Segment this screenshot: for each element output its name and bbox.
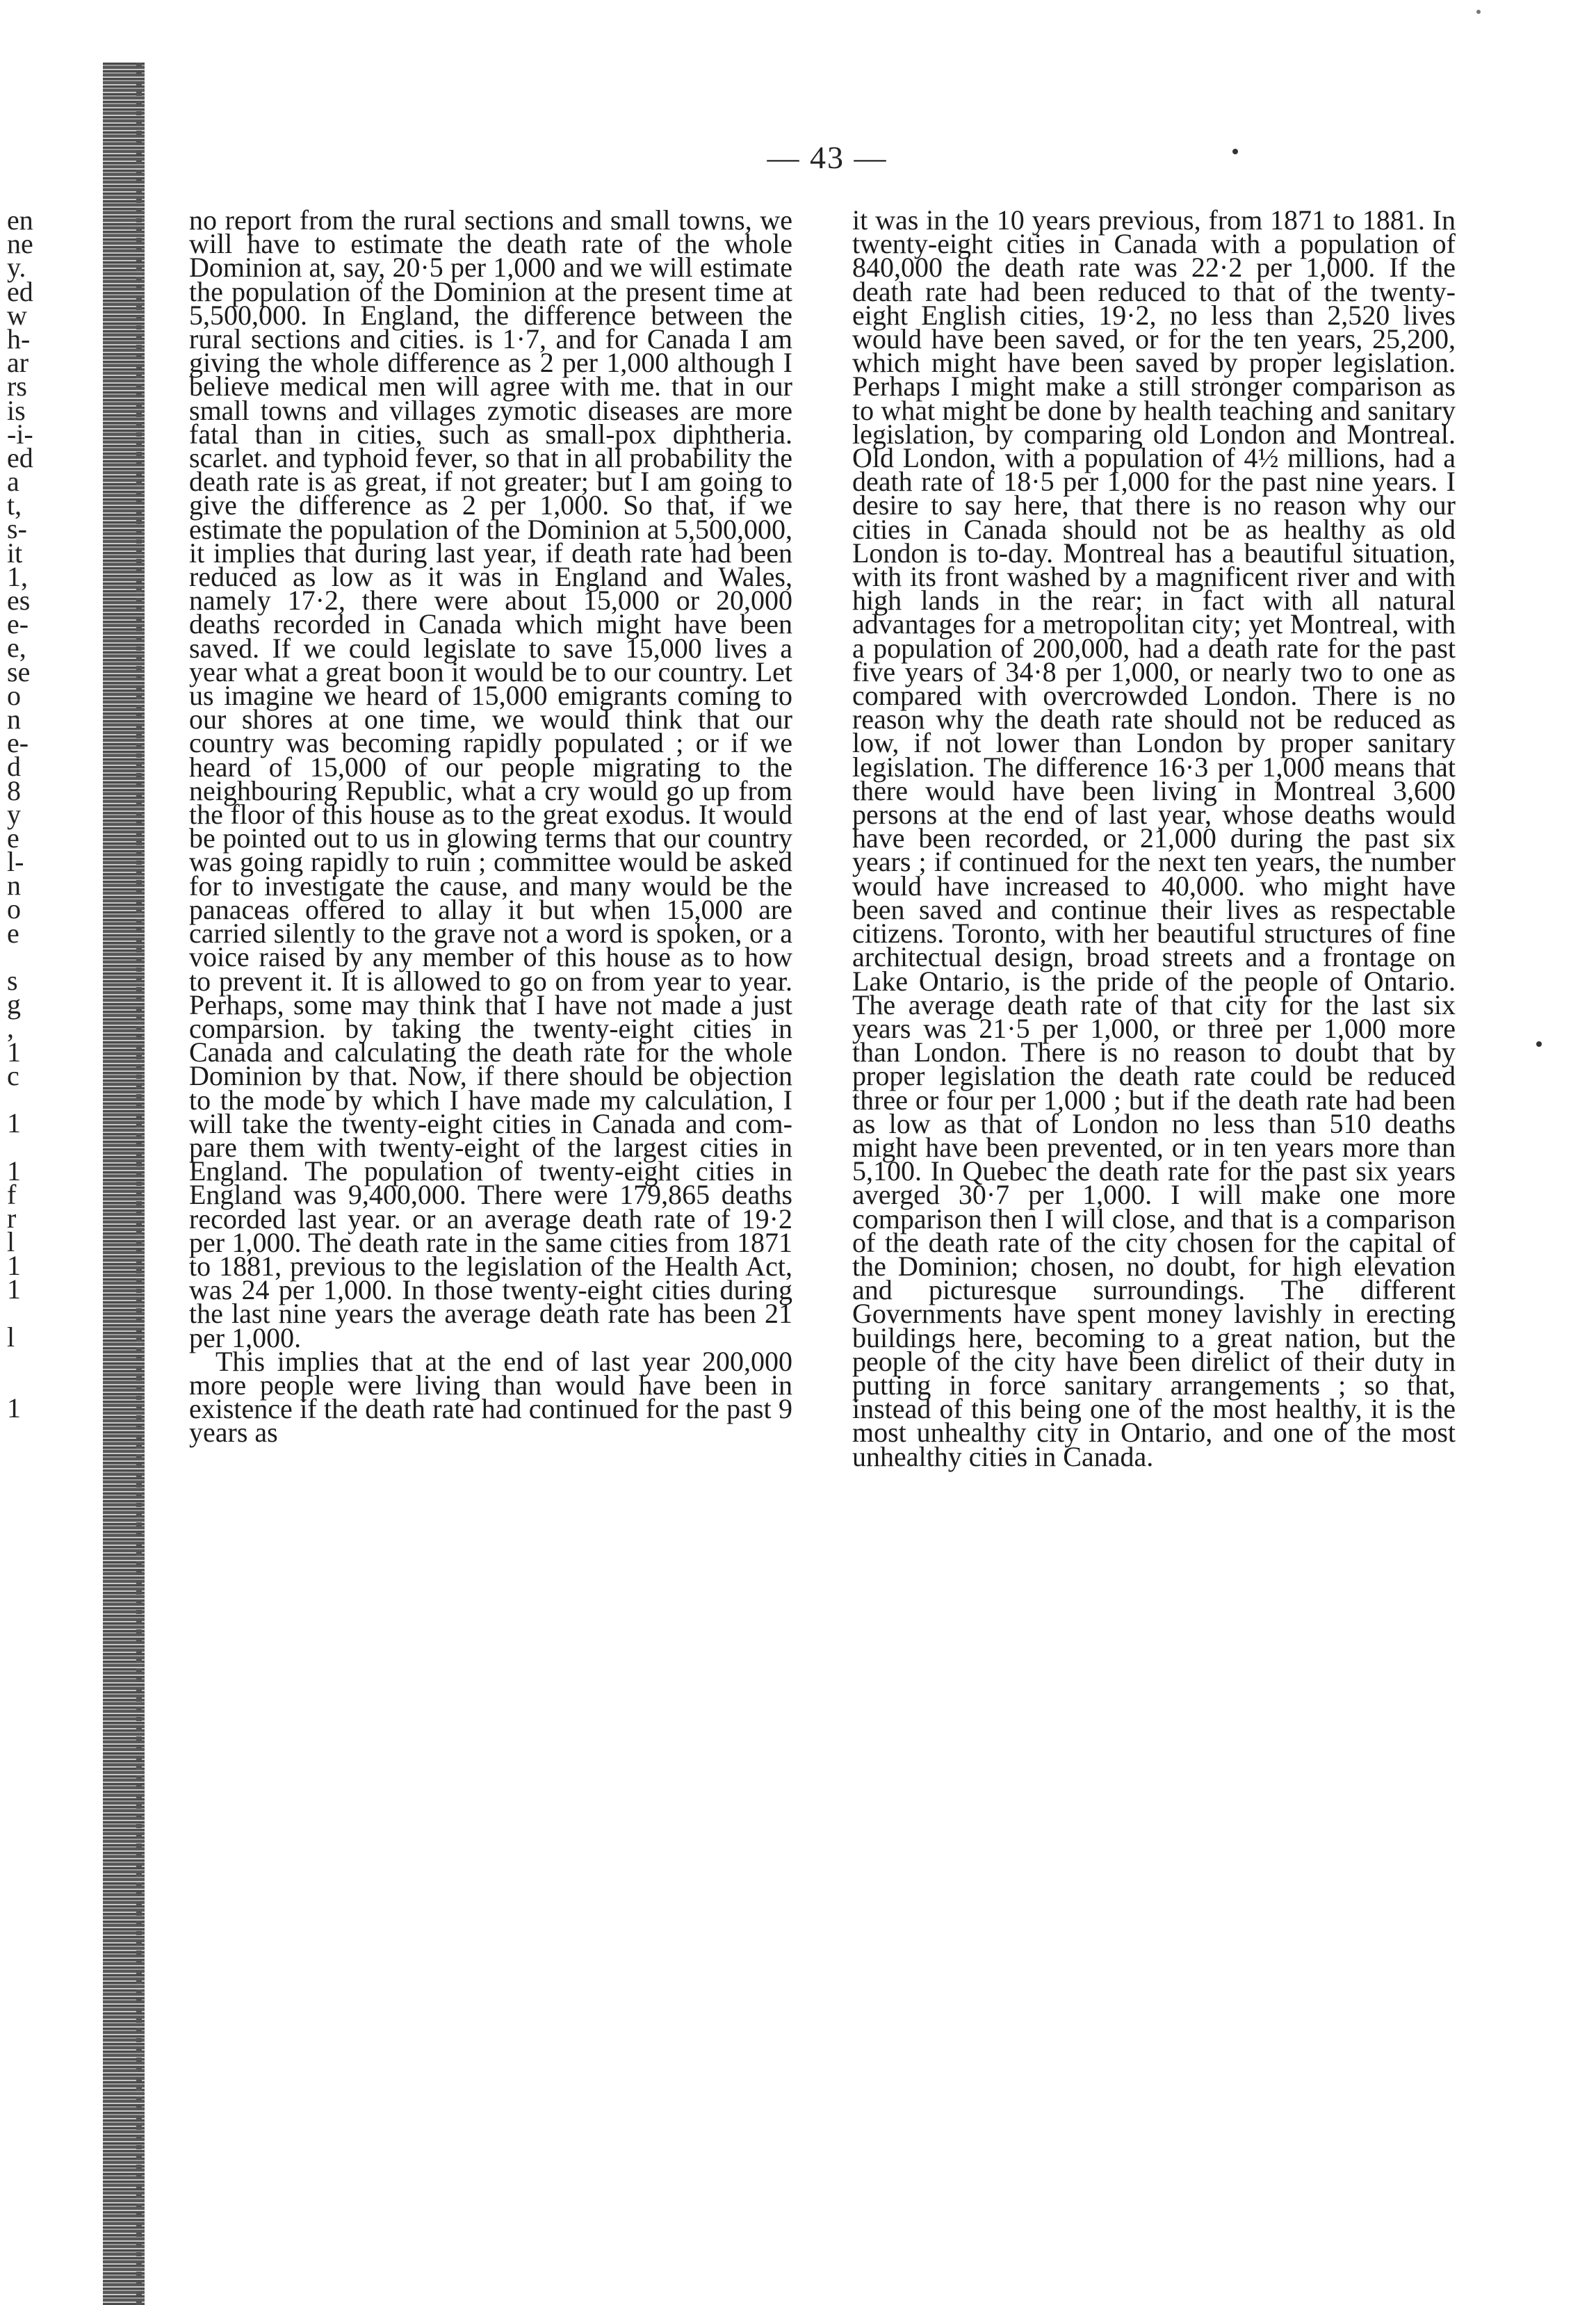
paragraph: This implies that at the end of last year 200,000 more people were living than would have been in existence if the death rate had continued for the past 9 years as [189,1345,792,1449]
margin-fragment: f [7,1178,17,1210]
scan-speck [1476,10,1481,14]
margin-fragment: h- [7,323,31,355]
margin-fragment: s [7,965,18,996]
margin-fragment: l [7,1321,15,1353]
margin-fragment: o [7,893,21,925]
margin-fragment: ne [7,228,33,260]
margin-fragment: 8 [7,774,21,806]
margin-fragment: e- [7,727,29,759]
margin-fragment: y. [7,252,26,284]
margin-fragment: en [7,204,33,236]
margin-fragment: o [7,679,21,711]
margin-fragment: t, [7,489,22,521]
ink-dot [1536,1041,1542,1047]
margin-fragment: y [7,798,21,830]
margin-fragment: 1 [7,1392,21,1424]
margin-fragment: 1 [7,1250,21,1282]
margin-fragment: 1 [7,1155,21,1187]
margin-fragment [7,1349,70,1373]
margin-fragment: n [7,703,21,735]
margin-fragment: is [7,394,26,426]
margin-fragment: 1, [7,560,28,592]
binding-shadow [136,63,142,2305]
margin-fragment: g [7,988,21,1020]
margin-fragment: se [7,655,31,687]
margin-fragment: 1 [7,1273,21,1305]
left-text-column [189,209,792,2224]
margin-fragment: rs [7,370,27,402]
margin-fragment: -i- [7,418,33,450]
margin-fragment: 1 [7,1107,21,1139]
margin-fragment: l- [7,846,24,878]
margin-fragment: c [7,1059,19,1091]
margin-fragment: , [7,1012,14,1044]
ink-dot [1232,149,1238,154]
margin-fragment: es [7,585,31,616]
margin-fragment: a [7,466,19,498]
margin-fragment: l [7,1226,15,1258]
paragraph: it was in the 10 years previous, from 1871 to 1881. In twenty-eight cities in Canada with a population of 840,000 the death rate was 22·2 per 1,000. If the death rate had been reduced to that of the twenty-eight English cities, 19·2, no less than 2,520 lives would have been saved, or for the ten years, 25,200, which might have been saved by proper legislation. Perhaps I might make a still stronger comparison as to what might be done by health teaching and sanitary legislation, by comparing old London and Montreal. Old London, with a population of 4½ millions, had a death rate of 18·5 per 1,000 for the past nine years. I desire to say here, that there is no reason why our cities in Canada should not be as healthy as old London is to-day. Montreal has a beautiful situation, with its front washed by a magnificent river and with high lands in the rear; in fact with all natural advantages for a metropolitan city; yet Montreal, with a population of 200,000, had a death rate for the past five years of 34·8 per 1,000, or nearly two to one as compared with overcrowded London. There is no reason why the death rate should not be reduced as low, if not lower than London by proper sanitary legislation. The difference 16·3 per 1,000 means that there would have been living in Montreal 3,600 persons at the end of last year, whose deaths would have been recorded, or 21,000 during the past six years ; if continued for the next ten years, the number would have increased to 40,000. who might have been saved and continue their lives as respectable citizens. Toronto, with her beautiful structures of fine architectual design, broad streets and a frontage on Lake Ontario, is the pride of the people of Ontario. The average death rate of that city for the last six years was 21·5 per 1,000, or three per 1,000 more than London. There is no reason to doubt that by proper legislation the death rate could be reduced three or four per 1,000 ; but if the death rate had been as low as that of London no less than 510 deaths might have been prevented, or in ten years more than 5,100. In Quebec the death rate for the past six years averged 30·7 per 1,000. I will make one more comparison then I will close, and that is a comparison of the death rate of the city chosen for the capital of the Dominion; chosen, no doubt, for high elevation and picturesque surroundings. The different Governments have spent money lavishly in erecting buildings here, becoming to a great nation, but the people of the city have been direlict of their duty in putting in force sanitary arrangements ; so that, instead of this being one of the most healthy, it is the most unhealthy city in Ontario, and one of the most unhealthy cities in Canada. [852,209,1456,1472]
page-number: — 43 — [767,140,888,175]
margin-fragment: e [7,822,19,854]
margin-fragment: ar [7,347,29,379]
margin-fragment: ed [7,441,33,473]
facing-page-margin-fragments [7,204,70,2085]
margin-fragment: n [7,870,21,902]
margin-fragment: s- [7,513,27,545]
margin-fragment: e, [7,632,26,664]
margin-fragment: e [7,917,19,949]
margin-fragment: r [7,1202,17,1234]
margin-fragment: d [7,751,21,783]
margin-fragment: w [7,299,27,331]
right-text-column [852,209,1456,2224]
margin-fragment: it [7,537,23,569]
paragraph: no report from the rural sections and small towns, we will have to estimate the death rate of the whole Dominion at, say, 20·5 per 1,000 and we will estimate the population of the Dominion at the present time at 5,500,000. In England, the difference between the rural sections and cities. is 1·7, and for Canada I am giving the whole difference as 2 per 1,000 although I believe medical men will agree with me. that in our small towns and villages zymotic diseases are more fatal than in cities, such as small-pox diphtheria. scarlet. and typhoid fever, so that in all probability the death rate is as great, if not greater; but I am going to give the difference as 2 per 1,000. So that, if we estimate the population of the Dominion at 5,500,000, it implies that during last year, if death rate had been reduced as low as it was in England and Wales, namely 17·2, there were about 15,000 or 20,000 deaths recorded in Canada which might have been saved. If we could legislate to save 15,000 lives a year what a great boon it would be to our country. Let us imagine we heard of 15,000 emigrants coming to our shores at one time, we would think that our country was becoming rapidly populated ; or if we heard of 15,000 of our people migrating to the neighbouring Republic, what a cry would go up from the floor of this house as to the great exodus. It would be pointed out to us in glowing terms that our country was going rapidly to ruin ; committee would be asked for to investigate the cause, and many would be the panaceas offered to allay it but when 15,000 are carried silently to the grave not a word is spoken, or a voice raised by any member of this house as to how to prevent it. It is allowed to go on from year to year. Perhaps, some may think that I have not made a just comparsion. by taking the twenty-eight cities in Canada and calculating the death rate for the whole Dominion by that. Now, if there should be objection to the mode by which I have made my calculation, I will take the twenty-eight cities in Canada and compare them with twenty-eight of the largest cities in England. The population of twenty-eight cities in England was 9,400,000. There were 179,865 deaths recorded last year. or an average death rate of 19·2 per 1,000. The death rate in the same cities from 1871 to 1881, previous to the legislation of the Health Act, was 24 per 1,000. In those twenty-eight cities during the last nine years the average death rate has been 21 per 1,000. [189,209,792,1353]
margin-fragment: e- [7,608,29,640]
margin-fragment: 1 [7,1036,21,1068]
margin-fragment [7,1302,70,1326]
margin-fragment: ed [7,275,33,307]
